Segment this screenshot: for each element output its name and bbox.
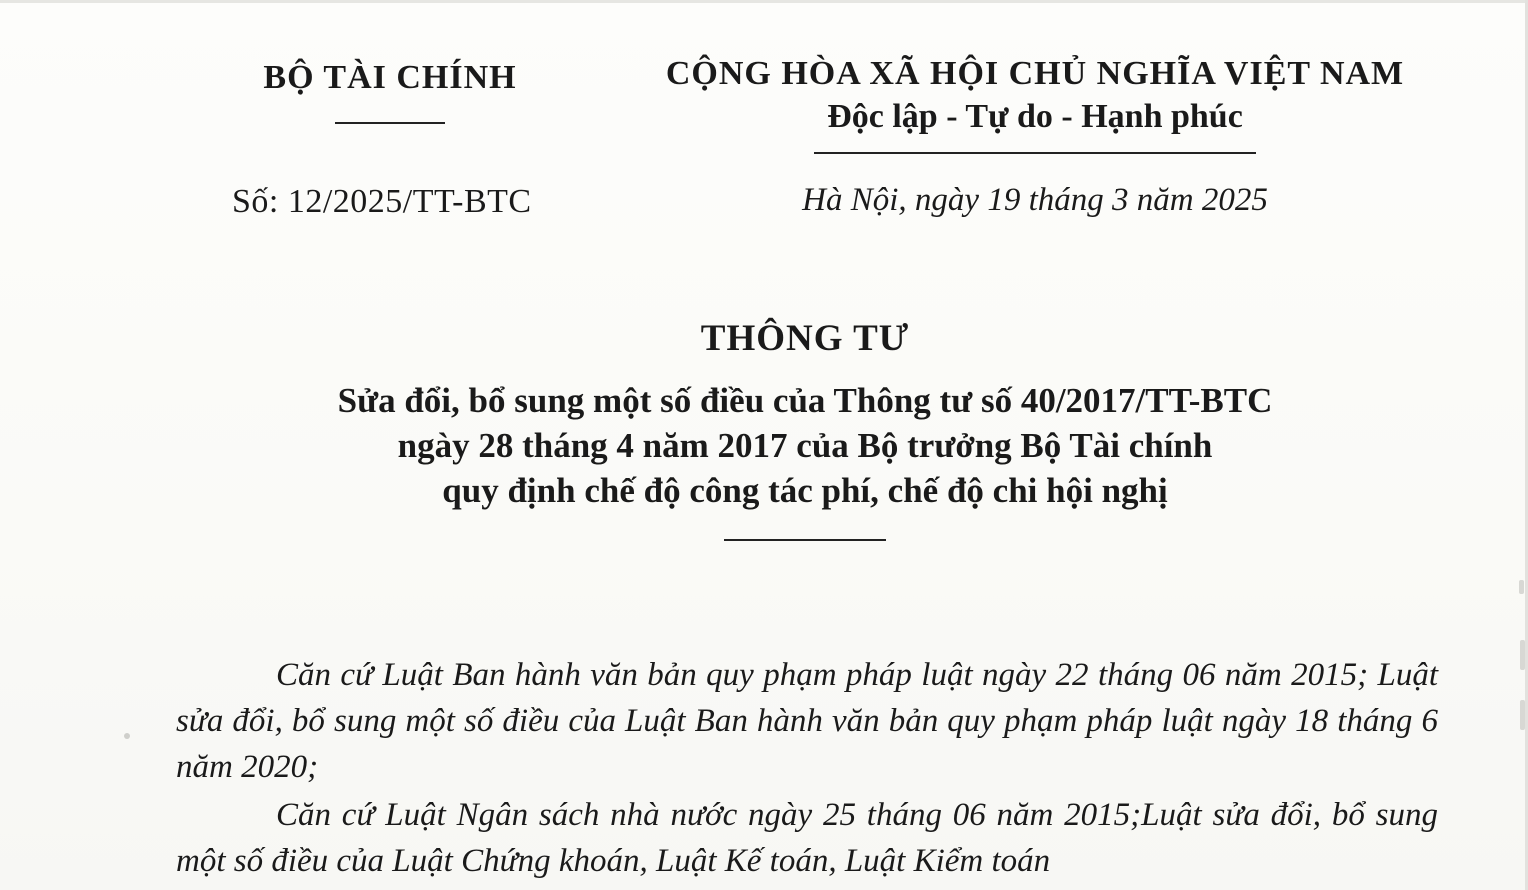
document-subject-line: ngày 28 tháng 4 năm 2017 của Bộ trưởng Bộ Tài chính [397, 426, 1213, 465]
ministry-underline [335, 122, 445, 124]
national-title: CỘNG HÒA XÃ HỘI CHỦ NGHĨA VIỆT NAM [665, 55, 1405, 92]
scan-speck [1519, 580, 1524, 594]
document-subject-line: quy định chế độ công tác phí, chế độ chi hội nghị [442, 471, 1168, 510]
scan-speck [1520, 700, 1525, 730]
document-subject-line: Sửa đổi, bổ sung một số điều của Thông tư số 40/2017/TT-BTC [337, 381, 1273, 420]
motto-underline [814, 152, 1256, 154]
document-number: Số: 12/2025/TT-BTC [232, 183, 532, 220]
scan-top-edge [0, 0, 1528, 3]
document-title-block [200, 316, 1410, 541]
document-type: THÔNG TƯ [700, 318, 910, 359]
scan-speck [1520, 640, 1525, 670]
scan-speck [124, 733, 130, 739]
title-underline [724, 539, 886, 541]
legal-basis-paragraph: Căn cứ Luật Ban hành văn bản quy phạm pháp luật ngày 22 tháng 06 năm 2015; Luật sửa đổi, bổ sung một số điều của Luật Ban hành văn bản quy phạm pháp luật ngày 18 tháng 6 năm 2020; [176, 657, 1438, 785]
place-and-date: Hà Nội, ngày 19 tháng 3 năm 2025 [802, 182, 1268, 218]
ministry-name: BỘ TÀI CHÍNH [263, 59, 517, 96]
national-motto: Độc lập - Tự do - Hạnh phúc [827, 98, 1243, 135]
legal-basis-paragraph: Căn cứ Luật Ngân sách nhà nước ngày 25 tháng 06 năm 2015;Luật sửa đổi, bổ sung một số điều của Luật Chứng khoán, Luật Kế toán, Luật Kiểm toán [176, 797, 1438, 879]
national-title-block [640, 52, 1430, 154]
issuing-authority-block [200, 58, 580, 124]
document-body [176, 652, 1438, 886]
